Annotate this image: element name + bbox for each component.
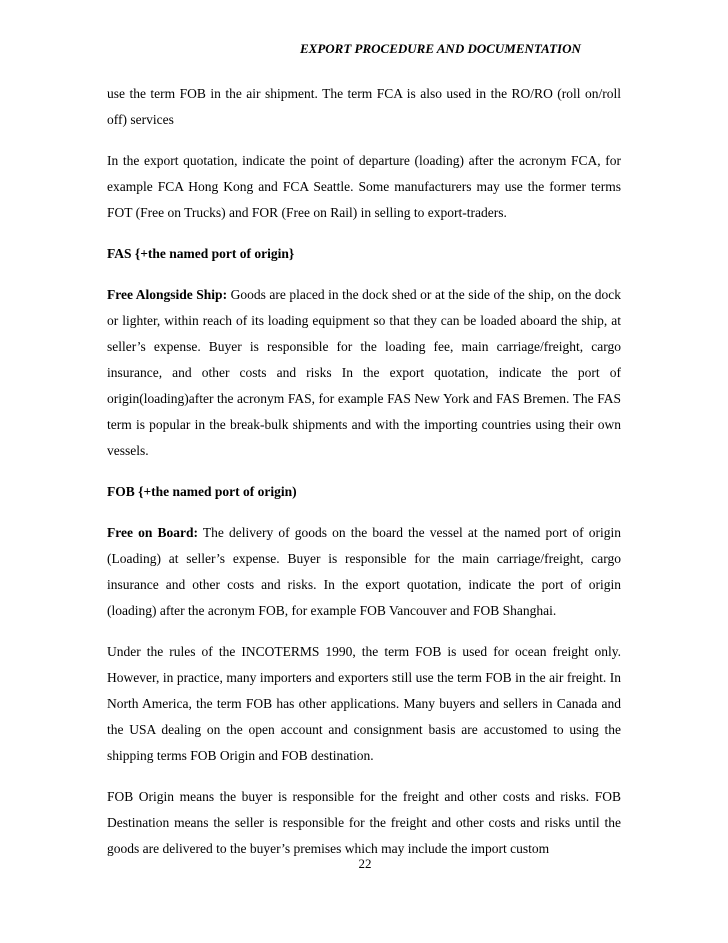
paragraph-fob [107, 520, 621, 624]
paragraph-fob-body: The delivery of goods on the board the vessel at the named port of origin (Loading) at seller’s expense. Buyer is responsible for the main carriage/freight, cargo insurance and other costs and risks. In the export quotation, indicate the port of origin (loading) after the acronym FOB, for example FOB Vancouver and FOB Shanghai. [107, 525, 621, 618]
paragraph-fob-air: use the term FOB in the air shipment. The term FCA is also used in the RO/RO (roll on/roll off) services [107, 86, 621, 127]
paragraph-fob-origin-destination: FOB Origin means the buyer is responsible for the freight and other costs and risks. FOB Destination means the seller is responsible for the freight and other costs and risks until the goods are delivered to the buyer’s premises which may include the import custom [107, 789, 621, 856]
heading-fas: FAS {+the named port of origin} [107, 246, 295, 261]
page-number: 22 [358, 856, 372, 871]
paragraph-fca-quotation: In the export quotation, indicate the point of departure (loading) after the acronym FCA, for example FCA Hong Kong and FCA Seattle. Some manufacturers may use the former terms FOT (Free on Trucks) and FOR (Free on Rail) in selling to export-traders. [107, 153, 621, 220]
running-header: EXPORT PROCEDURE AND DOCUMENTATION [300, 41, 581, 56]
paragraph-fas-body: Goods are placed in the dock shed or at the side of the ship, on the dock or lighter, within reach of its loading equipment so that they can be loaded aboard the ship, at seller’s expense. Buyer is responsible for the loading fee, main carriage/freight, cargo insurance, and other costs and risks In the export quotation, indicate the port of origin(loading)after the acronym FAS, for example FAS New York and FAS Bremen. The FAS term is popular in the break-bulk shipments and with the importing countries using their own vessels. [107, 287, 621, 458]
term-free-alongside-ship: Free Alongside Ship: [107, 287, 228, 302]
page-body [107, 81, 621, 877]
paragraph-fas [107, 282, 621, 464]
paragraph-incoterms: Under the rules of the INCOTERMS 1990, the term FOB is used for ocean freight only. However, in practice, many importers and exporters still use the term FOB in the air freight. In North America, the term FOB has other applications. Many buyers and sellers in Canada and the USA dealing on the open account and consignment basis are accustomed to using the shipping terms FOB Origin and FOB destination. [107, 644, 621, 763]
heading-fob: FOB {+the named port of origin) [107, 484, 297, 499]
term-free-on-board: Free on Board: [107, 525, 198, 540]
